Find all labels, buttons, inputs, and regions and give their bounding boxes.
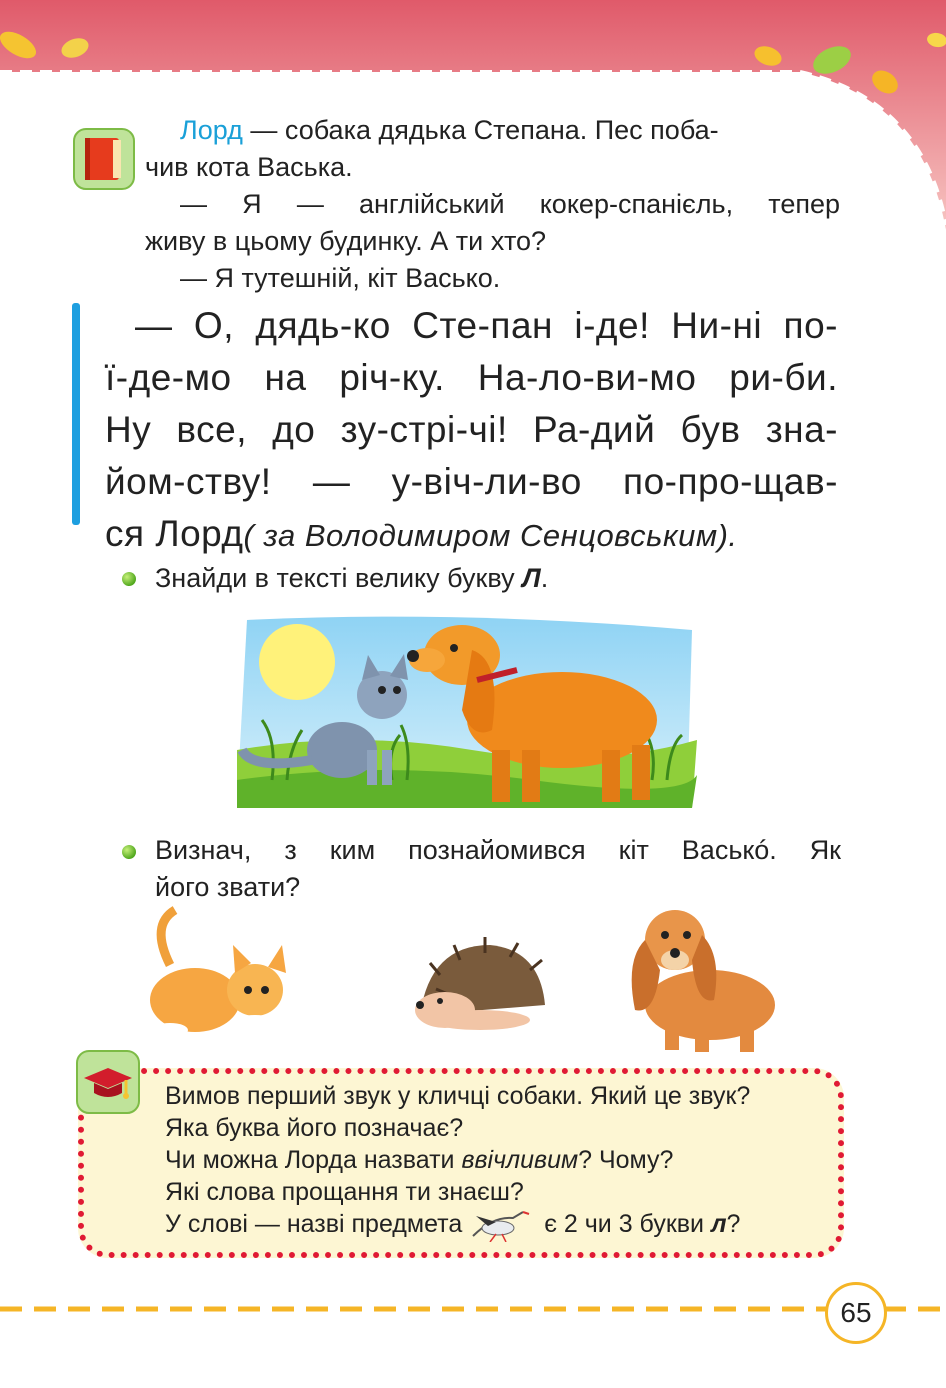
source-citation: ( за Володимиром Сенцовським). (243, 518, 738, 553)
page-number: 65 (825, 1282, 887, 1344)
task-who-met: Визнач, з ким познайомився кіт Васькó. Як його звати? (155, 835, 841, 902)
kitten-picture (150, 910, 286, 1037)
stork-icon (468, 1208, 530, 1242)
animal-choices-illustration (140, 905, 800, 1055)
syllable-reading-text: — О, дядь-ко Сте-пан і-де! Ни-ні по- ї-де-мо на річ-ку. На-ло-ви-мо ри-би. Ну все, до зу-стрі-чі! Ра-дий був зна- йом-ству! — у-віч-ли-во по-про-щав- ся Лорд( за Володимиром Сенцовським). (105, 305, 838, 554)
spaniel-picture (632, 910, 775, 1052)
questions-text: Вимов перший звук у кличці собаки. Який це звук? Яка буква його позначає? Чи можна Лорда назвати ввічливим? Чому? Які слова прощання ти знаєш? У слові — назві предмета є 2 чи 3 букви л? (165, 1080, 845, 1242)
name-lord: Лорд (180, 115, 243, 145)
graduation-cap-icon (76, 1050, 140, 1114)
bullet-icon (122, 572, 136, 586)
story-text: Лорд — собака дядька Степана. Пес поба- чив кота Васька. — Я — англійський кокер-спанієль, тепер живу в цьому будинку. А ти хто? — Я тутешній, кіт Васько. (145, 115, 840, 293)
reading-marker-bar (72, 303, 80, 525)
hedgehog-picture (415, 937, 545, 1030)
task-find-letter: Знайди в тексті велику букву Л. (155, 563, 549, 593)
footer-dashed-line (0, 1306, 946, 1312)
bullet-icon (122, 845, 136, 859)
book-icon (73, 128, 135, 190)
cat-and-dog-illustration (232, 610, 698, 810)
